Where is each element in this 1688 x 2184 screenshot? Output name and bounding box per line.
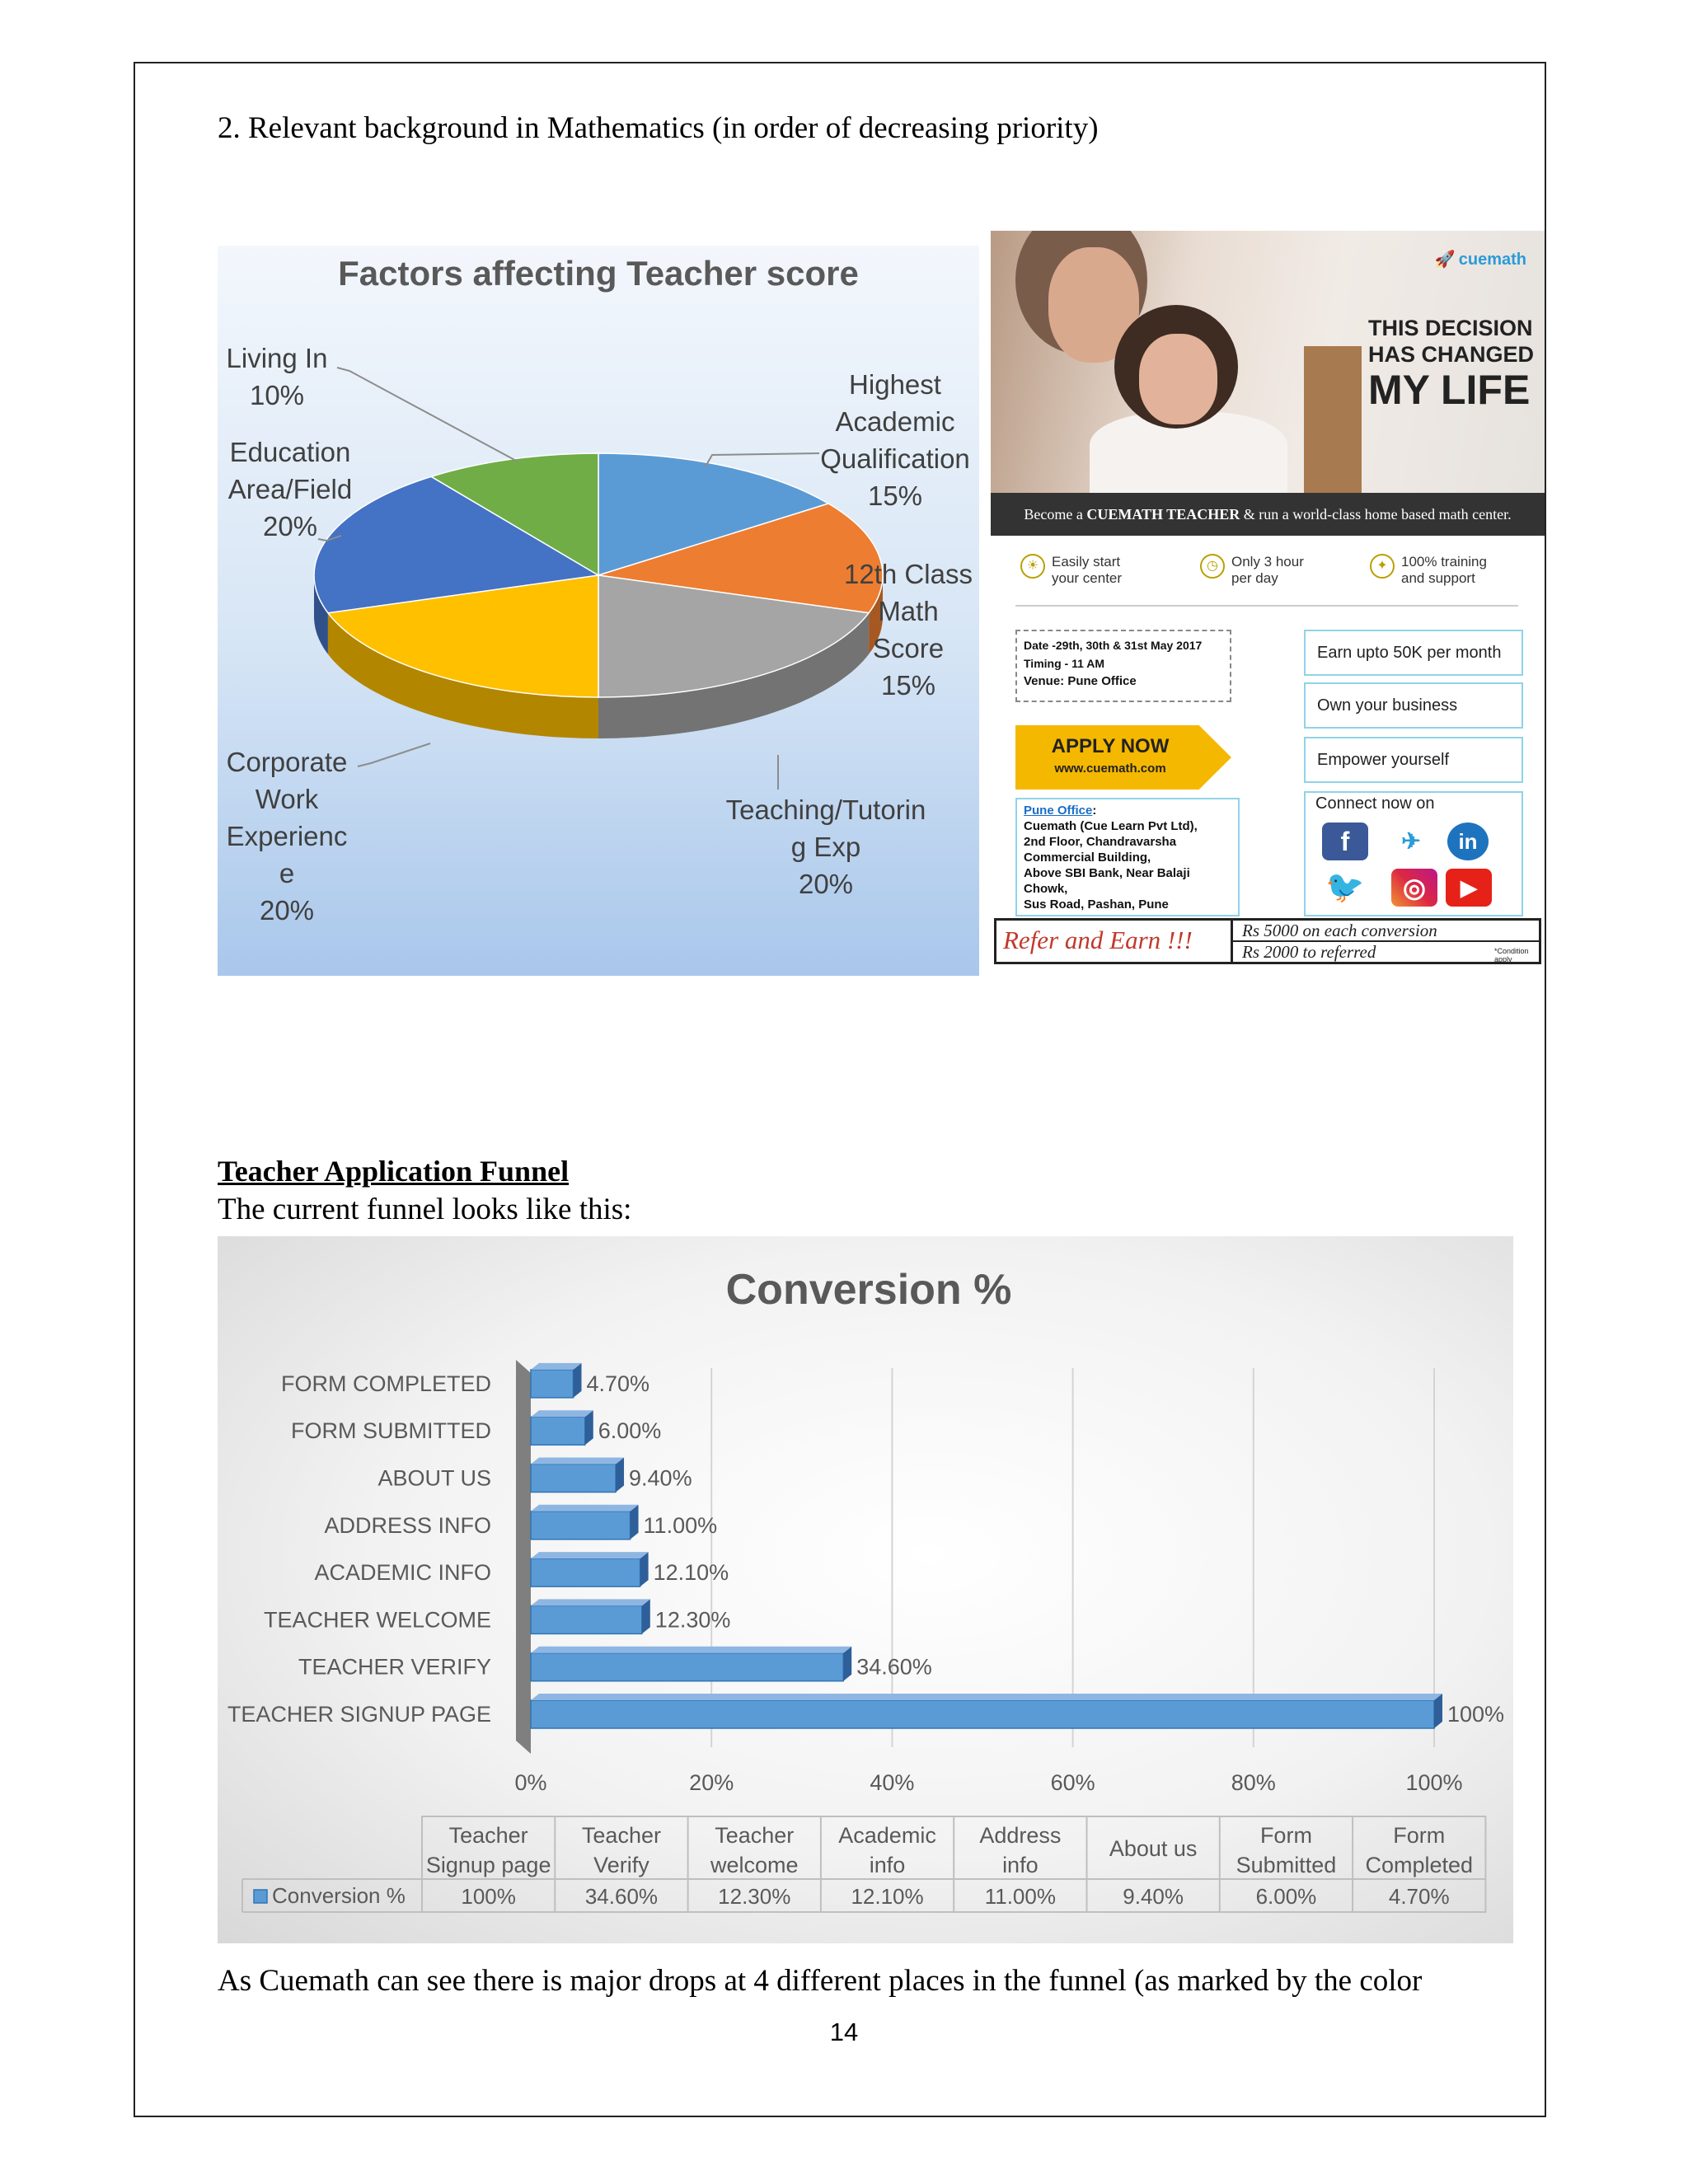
- perk-earn: Earn upto 50K per month: [1304, 630, 1523, 676]
- photo-chair: [1304, 346, 1362, 493]
- banner-bold: CUEMATH TEACHER: [1086, 506, 1240, 523]
- pie-label: Score: [872, 633, 945, 663]
- bar: [531, 1417, 585, 1445]
- ad-divider: [1015, 605, 1518, 607]
- feature-training: [1370, 554, 1487, 587]
- x-tick-label: 0%: [514, 1770, 547, 1795]
- bar-chart-title: Conversion %: [725, 1266, 1012, 1314]
- data-table-cell: 12.30%: [718, 1884, 791, 1909]
- section-heading: 2. Relevant background in Mathematics (in order of decreasing priority): [218, 111, 1099, 145]
- bar: [531, 1465, 616, 1493]
- office-address: Pune Office: Cuemath (Cue Learn Pvt Ltd), 2nd Floor, Chandravarsha Commercial Building, Above SBI Bank, Near Balaji Chowk, Sus Road, Pashan, Pune: [1015, 798, 1240, 916]
- data-table-header: Form: [1393, 1823, 1446, 1848]
- bar-top: [531, 1410, 593, 1417]
- perk-business: Own your business: [1304, 682, 1523, 729]
- axis-wall: [516, 1360, 531, 1754]
- tagline-line-2: HAS CHANGED: [1368, 342, 1535, 367]
- photo-girl-face: [1139, 334, 1217, 424]
- ad-banner: [991, 493, 1545, 536]
- value-label: 6.00%: [598, 1418, 662, 1444]
- tagline-line-1: THIS DECISION: [1368, 316, 1533, 340]
- office-line: Cuemath (Cue Learn Pvt Ltd),: [1024, 819, 1198, 833]
- value-label: 12.30%: [654, 1607, 731, 1633]
- clock-icon: ◷: [1200, 554, 1225, 579]
- pie-chart-svg: [218, 246, 979, 976]
- pie-label: 20%: [798, 869, 854, 899]
- pie-label: Academic: [835, 406, 955, 437]
- office-line: Above SBI Bank, Near Balaji: [1024, 866, 1190, 880]
- pie-leader-line: [358, 743, 430, 766]
- pie-label: Living In: [226, 343, 328, 373]
- category-label: TEACHER SIGNUP PAGE: [227, 1702, 491, 1727]
- data-table-header: Teacher: [715, 1823, 795, 1848]
- feature-line: Easily start: [1052, 554, 1121, 569]
- event-venue: Venue: Pune Office: [1024, 674, 1137, 688]
- pie-label: 15%: [867, 480, 923, 511]
- refer-and-earn: [994, 918, 1541, 964]
- value-label: 11.00%: [643, 1512, 718, 1538]
- bar-top: [531, 1552, 649, 1558]
- funnel-title: Teacher Application Funnel: [218, 1155, 570, 1188]
- bar-chart-svg: [218, 1236, 1513, 1943]
- refer-label: Refer and Earn !!!: [1003, 926, 1193, 954]
- pie-label: g Exp: [790, 832, 861, 862]
- youtube-icon[interactable]: ▶: [1446, 869, 1492, 907]
- bar-top: [531, 1363, 582, 1370]
- pie-label: Corporate: [226, 747, 348, 777]
- bar-top: [531, 1694, 1442, 1700]
- office-line: 2nd Floor, Chandravarsha: [1024, 835, 1177, 849]
- data-table-cell: 9.40%: [1123, 1884, 1184, 1909]
- bar-top: [531, 1647, 851, 1653]
- category-label: FORM SUBMITTED: [291, 1418, 491, 1444]
- data-table-cell: 4.70%: [1388, 1884, 1450, 1909]
- data-table-cell: 6.00%: [1255, 1884, 1317, 1909]
- data-table-header: About us: [1109, 1836, 1198, 1861]
- x-tick-label: 20%: [689, 1770, 734, 1795]
- condition-note: *Condition apply: [1494, 947, 1529, 963]
- cuemath-rocket-icon[interactable]: ✈: [1401, 828, 1421, 854]
- pie-chart: [218, 246, 979, 976]
- bar-top: [531, 1505, 639, 1511]
- feature-line: 100% training: [1401, 554, 1487, 569]
- category-label: ADDRESS INFO: [324, 1512, 491, 1538]
- rocket-icon: 🚀: [1434, 251, 1456, 269]
- data-table-header: welcome: [710, 1853, 799, 1877]
- x-tick-label: 100%: [1405, 1770, 1463, 1795]
- twitter-icon[interactable]: 🐦: [1325, 870, 1365, 905]
- funnel-intro: The current funnel looks like this:: [218, 1193, 632, 1226]
- category-label: ACADEMIC INFO: [314, 1560, 491, 1586]
- body-text: As Cuemath can see there is major drops at 4 different places in the funnel (as marked by the color: [218, 1964, 1423, 1998]
- event-timing: Timing - 11 AM: [1024, 657, 1105, 670]
- x-tick-label: 80%: [1231, 1770, 1276, 1795]
- pie-label: 10%: [249, 380, 305, 410]
- office-line: Commercial Building,: [1024, 851, 1151, 865]
- pie-label: Math: [878, 596, 939, 626]
- bar: [531, 1653, 843, 1681]
- bar: [531, 1558, 640, 1586]
- ad-tagline: [1368, 315, 1534, 368]
- data-table-header: info: [869, 1853, 906, 1877]
- feature-line: per day: [1231, 570, 1278, 586]
- data-table-header: Academic: [838, 1823, 936, 1848]
- event-date: Date -29th, 30th & 31st May 2017: [1024, 639, 1203, 652]
- data-table-header: info: [1002, 1853, 1039, 1877]
- conversion-bar-chart: [218, 1236, 1513, 1943]
- feature-hours: [1200, 554, 1304, 587]
- logo-text: cuemath: [1458, 251, 1526, 269]
- feature-line: Only 3 hour: [1231, 554, 1304, 569]
- bar: [531, 1370, 574, 1398]
- pie-leader-line: [337, 368, 518, 462]
- data-table-header: Address: [979, 1823, 1062, 1848]
- value-label: 34.60%: [856, 1654, 932, 1680]
- pie-leader-line: [706, 453, 819, 466]
- linkedin-icon[interactable]: in: [1447, 823, 1489, 860]
- value-label: 4.70%: [586, 1371, 650, 1396]
- data-table-header: Teacher: [581, 1823, 661, 1848]
- apply-label: APPLY NOW: [1051, 735, 1170, 757]
- category-label: TEACHER VERIFY: [298, 1654, 491, 1680]
- pie-label: Qualification: [820, 443, 970, 474]
- data-table-header: Form: [1259, 1823, 1312, 1848]
- reward-referred: Rs 2000 to referred: [1242, 942, 1376, 962]
- reward-conversion: Rs 5000 on each conversion: [1242, 921, 1437, 940]
- category-label: ABOUT US: [377, 1465, 491, 1491]
- data-table-header: Verify: [593, 1853, 649, 1877]
- category-label: TEACHER WELCOME: [263, 1607, 491, 1633]
- event-details: [1015, 630, 1231, 702]
- data-table-cell: 34.60%: [584, 1884, 659, 1909]
- connect-box: [1304, 791, 1523, 916]
- bar-top: [531, 1458, 624, 1465]
- data-table-header: Signup page: [425, 1853, 551, 1877]
- bar-top: [531, 1599, 650, 1605]
- pie-label: 20%: [259, 895, 315, 926]
- pie-label: Teaching/Tutorin: [725, 794, 926, 825]
- legend-key: [254, 1890, 267, 1903]
- instagram-icon[interactable]: ◎: [1391, 869, 1437, 907]
- gift-icon: ✦: [1370, 554, 1395, 579]
- feature-line: your center: [1052, 570, 1123, 586]
- lightbulb-icon: ☀: [1020, 554, 1045, 579]
- category-label: FORM COMPLETED: [280, 1371, 491, 1396]
- office-line: Sus Road, Pashan, Pune: [1024, 898, 1169, 912]
- value-label: 12.10%: [653, 1560, 729, 1586]
- x-tick-label: 40%: [870, 1770, 915, 1795]
- data-table-header: Completed: [1365, 1853, 1474, 1877]
- page-number: 14: [829, 2018, 859, 2046]
- pie-label: 12th Class: [844, 559, 973, 589]
- connect-label: Connect now on: [1315, 794, 1435, 813]
- pie-label: 15%: [880, 670, 936, 701]
- cuemath-logo: [1435, 249, 1526, 269]
- facebook-icon[interactable]: f: [1322, 823, 1368, 860]
- pie-label: e: [279, 858, 295, 888]
- value-label: 100%: [1447, 1702, 1505, 1727]
- data-table-header: Submitted: [1236, 1853, 1337, 1877]
- x-tick-label: 60%: [1050, 1770, 1095, 1795]
- pie-label: Area/Field: [227, 474, 353, 504]
- pie-label: 20%: [262, 511, 318, 541]
- feature-easily-start: [1020, 554, 1122, 587]
- data-table-cell: 100%: [461, 1884, 516, 1909]
- bar: [531, 1511, 631, 1540]
- apply-now-button[interactable]: [1015, 725, 1231, 790]
- apply-url: www.cuemath.com: [1054, 762, 1166, 776]
- pie-label: Experienc: [226, 821, 348, 851]
- pie-title: Factors affecting Teacher score: [338, 254, 859, 293]
- pie-label: Work: [255, 784, 319, 814]
- banner-suffix: & run a world-class home based math center.: [1240, 506, 1512, 523]
- perk-empower: Empower yourself: [1304, 737, 1523, 783]
- cuemath-ad: [991, 231, 1545, 972]
- data-table-cell: 12.10%: [851, 1884, 924, 1909]
- bar: [531, 1605, 642, 1633]
- pie-label: Education: [229, 437, 351, 467]
- bar: [531, 1700, 1434, 1728]
- pie-label: Highest: [849, 369, 941, 400]
- tagline-line-3: MY LIFE: [1368, 367, 1531, 413]
- legend-label: Conversion %: [272, 1883, 406, 1908]
- data-table-cell: 11.00%: [984, 1884, 1056, 1909]
- office-line: Chowk,: [1024, 882, 1068, 896]
- value-label: 9.40%: [629, 1465, 692, 1491]
- data-table-header: Teacher: [448, 1823, 528, 1848]
- feature-line: and support: [1401, 570, 1475, 586]
- office-label[interactable]: Pune Office: [1024, 804, 1093, 818]
- banner-prefix: Become a: [1024, 506, 1087, 523]
